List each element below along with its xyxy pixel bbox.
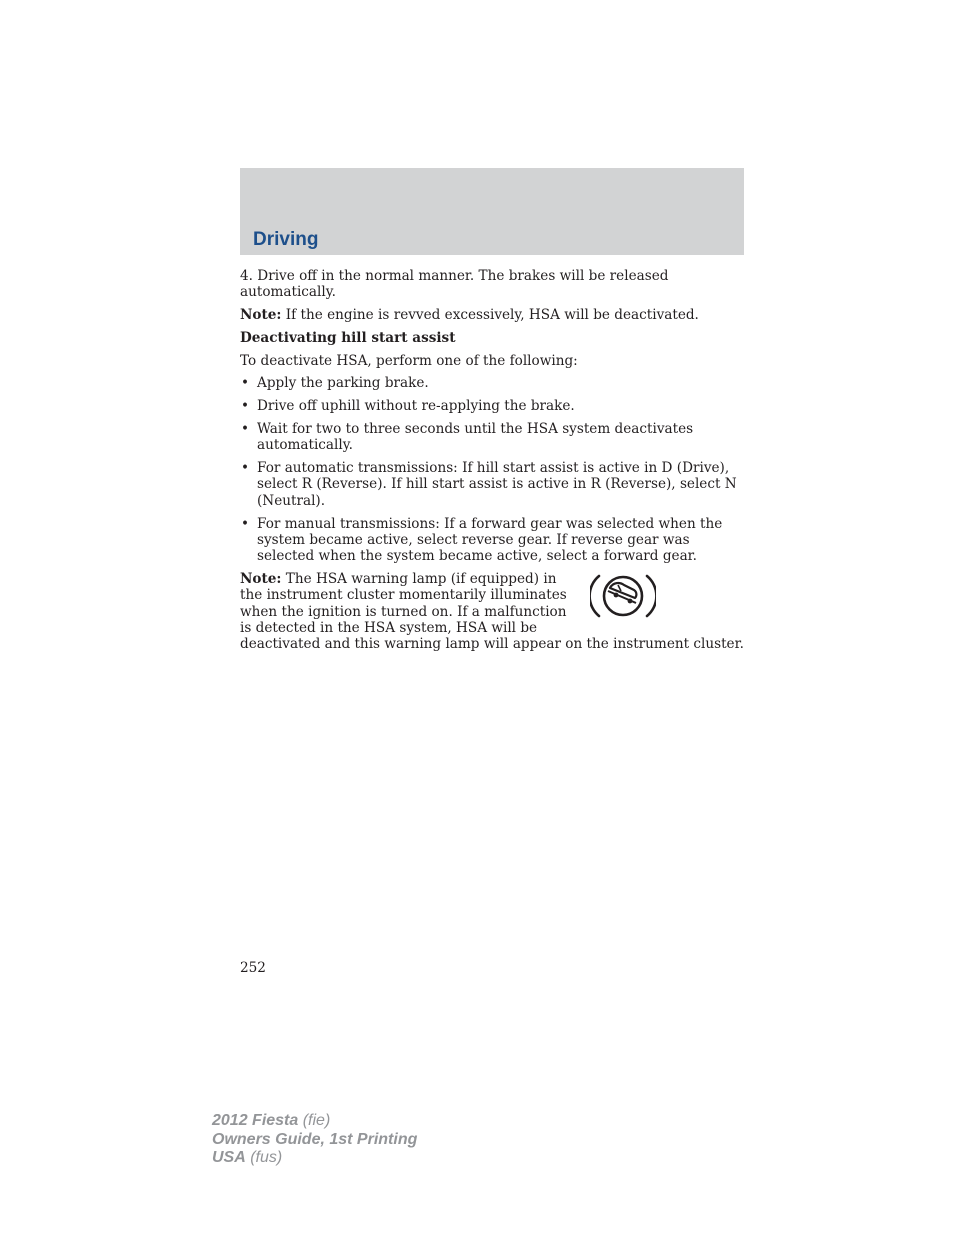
hill-start-assist-warning-lamp-icon — [590, 571, 656, 621]
note-label: Note: — [240, 307, 282, 324]
step-4-paragraph: 4. Drive off in the normal manner. The brakes will be released automatically. — [240, 268, 669, 301]
section-header-band — [240, 168, 744, 255]
warning-lamp-note — [240, 571, 744, 652]
section-title: Driving — [253, 229, 319, 250]
note-label: Note: — [240, 570, 282, 587]
intro-paragraph: To deactivate HSA, perform one of the following: — [240, 352, 578, 369]
list-item: • Wait for two to three seconds until the HSA system deactivates automatically. — [240, 421, 744, 454]
list-item: • Apply the parking brake. — [240, 375, 744, 391]
footer-line-model: 2012 Fiesta (fie) — [212, 1112, 331, 1129]
list-item: • Drive off uphill without re-applying the brake. — [240, 398, 744, 414]
note-text: The HSA warning lamp (if equipped) in the instrument cluster momentarily illuminates when the ignition is turned on. If a malfunction is detected in the HSA system, HSA will be deactivated and this warning lamp will appear on the instrument cluster. — [240, 570, 744, 653]
deactivation-list — [240, 375, 744, 564]
page-content — [240, 268, 744, 659]
note-text: If the engine is revved excessively, HSA will be deactivated. — [281, 307, 699, 324]
document-footer — [212, 1112, 417, 1168]
footer-line-guide: Owners Guide, 1st Printing — [212, 1130, 418, 1148]
note-paragraph-engine — [240, 307, 744, 323]
page-number: 252 — [240, 960, 266, 976]
list-item: • For manual transmissions: If a forward gear was selected when the system became active, select reverse gear. If reverse gear was selected when the system became active, select a forward gear. — [240, 516, 744, 565]
footer-line-region: USA (fus) — [212, 1149, 283, 1166]
section-heading: Deactivating hill start assist — [240, 329, 456, 346]
list-item: • For automatic transmissions: If hill start assist is active in D (Drive), select R (Reverse). If hill start assist is active in R (Reverse), select N (Neutral). — [240, 460, 744, 509]
